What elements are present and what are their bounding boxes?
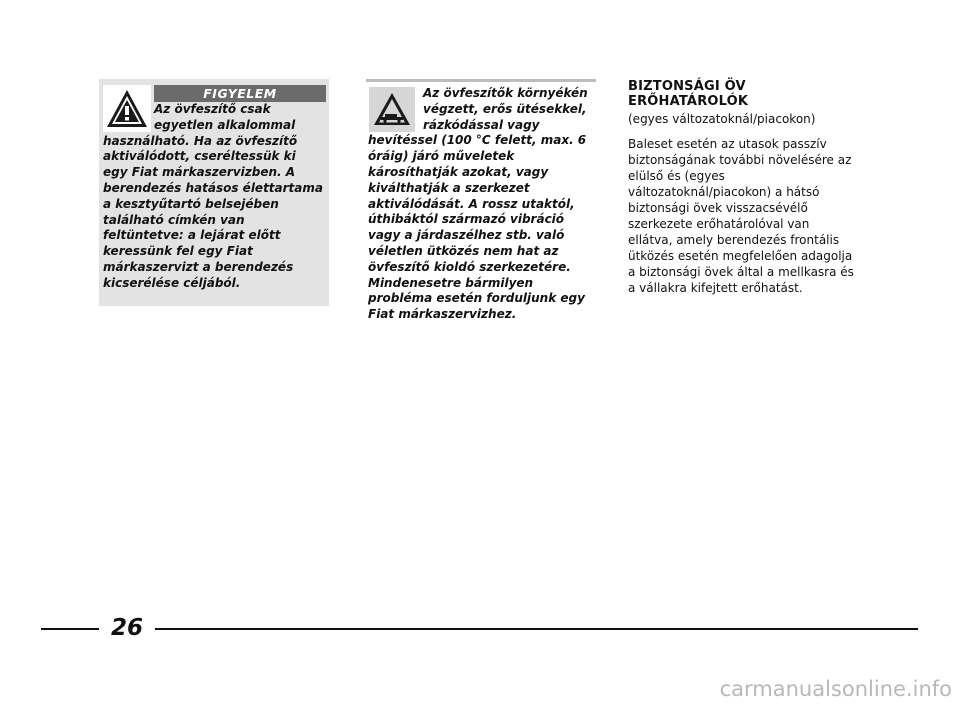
note-line: aktiválódását. A rossz utaktól, [368,196,575,211]
note-line: kiválthatják a szerkezet [368,180,530,195]
note-line: probléma esetén forduljunk egy [368,291,585,306]
warning-line: egy Fiat márkaszervizben. A [103,165,296,180]
section-title [628,79,868,109]
note-line: Az övfeszítők környékén [423,86,588,100]
note-line: károsíthatják azokat, vagy [368,164,549,179]
section-title-line: BIZTONSÁGI ÖV [628,79,746,94]
note-line: Fiat márkaszervizhez. [368,307,517,322]
section-column [628,79,868,296]
body-line: változatoknál/piacokon) a hátsó [628,185,820,199]
footer-rule-left [41,628,99,630]
note-top-rule [366,79,596,82]
body-line: a vállakra kifejtett erőhatást. [628,281,803,295]
body-line: szerkezete erőhatárolóval van [628,217,810,231]
warning-line: aktiválódott, cseréltessük ki [103,149,296,164]
warning-line: Az övfeszítő csak [154,102,271,116]
note-line: óráig) járó műveletek [368,149,515,164]
warning-line: keressünk fel egy Fiat [103,244,253,259]
body-line: ellátva, amely berendezés frontális [628,233,840,247]
warning-line: kicserélése céljából. [103,275,241,290]
warning-line: a kesztyűtartó belsejében [103,196,279,211]
footer-rule-right [155,628,918,630]
section-body [628,136,868,296]
section-subtitle: (egyes változatoknál/piacokon) [628,112,816,126]
warning-line: használható. Ha az övfeszítő [103,133,298,148]
warning-line: márkaszervizt a berendezés [103,259,294,274]
warning-header: FIGYELEM [154,85,326,102]
body-line: biztonsági övek visszacsévélő [628,201,808,215]
body-line: Baleset esetén az utasok passzív [628,137,827,151]
warning-line: feltüntetve: a lejárat előtt [103,228,281,243]
note-line: övfeszítő kioldó szerkezetére. [368,259,571,274]
warning-text [103,102,327,292]
warning-line: található címkén van [103,212,245,227]
body-line: elülső és (egyes [628,169,725,183]
note-text [368,86,598,323]
section-title-line: ERŐHATÁROLÓK [628,94,749,109]
note-line: hevítéssel (100 °C felett, max. 6 [368,133,587,148]
warning-line: egyetlen alkalommal [154,117,296,132]
body-line: a biztonsági övek által a mellkasra és [628,265,854,279]
note-line: úthibáktól származó vibráció [368,212,565,227]
note-line: vagy a járdaszélhez stb. való [368,228,565,243]
warning-line: berendezés hatásos élettartama [103,180,323,195]
note-line: Mindenesetre bármilyen [368,275,534,290]
note-line: végzett, erős ütésekkel, [423,101,587,116]
body-line: ütközés esetén megfelelően adagolja [628,249,853,263]
page-number: 26 [110,615,143,641]
watermark-text: carmanualsonline.info [719,677,952,701]
body-line: biztonságának további növelésére az [628,153,852,167]
note-line: rázkódással vagy [423,117,540,132]
note-line: véletlen ütközés nem hat az [368,243,559,258]
